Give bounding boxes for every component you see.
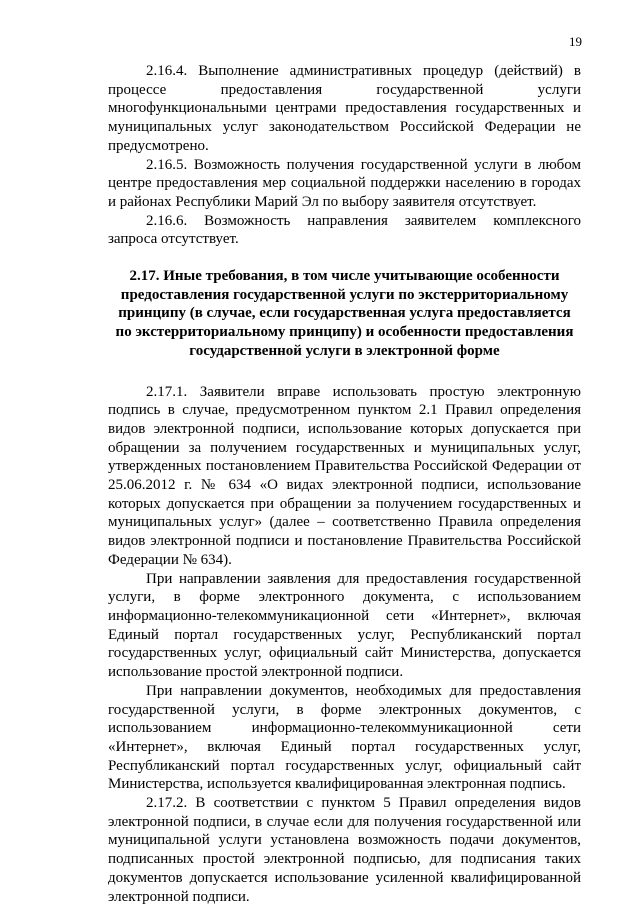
document-body bbox=[108, 62, 581, 906]
page-number: 19 bbox=[569, 34, 582, 49]
paragraph-2-17-1: 2.17.1. Заявители вправе использовать простую электронную подпись в случае, предусмотренном пунктом 2.1 Правил определения видов электронной подписи, использование которых допускается при обращении за получением государственных и муниципальных услуг, утвержденных постановлением Правительства Российской Федерации от 25.06.2012 г. № 634 «О видах электронной подписи, использование которых допускается при обращении за получением государственных и муниципальных услуг» (далее – соответственно Правила определения видов электронной подписи и постановление Правительства Российской Федерации № 634). bbox=[108, 383, 581, 568]
section-heading-2-17: 2.17. Иные требования, в том числе учитывающие особенности предоставления государственной услуги по экстерриториальному принципу (в случае, если государственная услуга предоставляется по экстерриториальному принципу) и особенности предоставления государственной услуги в электронной форме bbox=[115, 268, 574, 359]
paragraph-2-16-5: 2.16.5. Возможность получения государственной услуги в любом центре предоставления мер социальной поддержки населению в городах и районах Республики Марий Эл по выбору заявителя отсутствует. bbox=[108, 156, 581, 210]
paragraph-2-16-6: 2.16.6. Возможность направления заявителем комплексного запроса отсутствует. bbox=[108, 212, 581, 248]
paragraph-qualified-signature: При направлении документов, необходимых для предоставления государственной услуги, в форме электронных документов, с использованием информационно-телекоммуникационной сети «Интернет», включая Единый портал государственных услуг, Республиканский портал государственных услуг, официальный сайт Министерства, используется квалифицированная электронная подпись. bbox=[108, 682, 581, 793]
paragraph-simple-signature: При направлении заявления для предоставления государственной услуги, в форме электронного документа, с использованием информационно-телекоммуникационной сети «Интернет», включая Единый портал государственных услуг, Республиканский портал государственных услуг, официальный сайт Министерства, допускается использование простой электронной подписи. bbox=[108, 570, 581, 681]
paragraph-2-17-2: 2.17.2. В соответствии с пунктом 5 Правил определения видов электронной подписи, в случае если для получения государственной или муниципальной услуги установлена возможность подачи документов, подписанных простой электронной подписью, для подписания таких документов допускается использование усиленной квалифицированной электронной подписи. bbox=[108, 795, 581, 905]
paragraph-2-16-4: 2.16.4. Выполнение административных процедур (действий) в процессе предоставления государственной услуги многофункциональными центрами предоставления государственных и муниципальных услуг законодательством Российской Федерации не предусмотрено. bbox=[108, 63, 581, 154]
